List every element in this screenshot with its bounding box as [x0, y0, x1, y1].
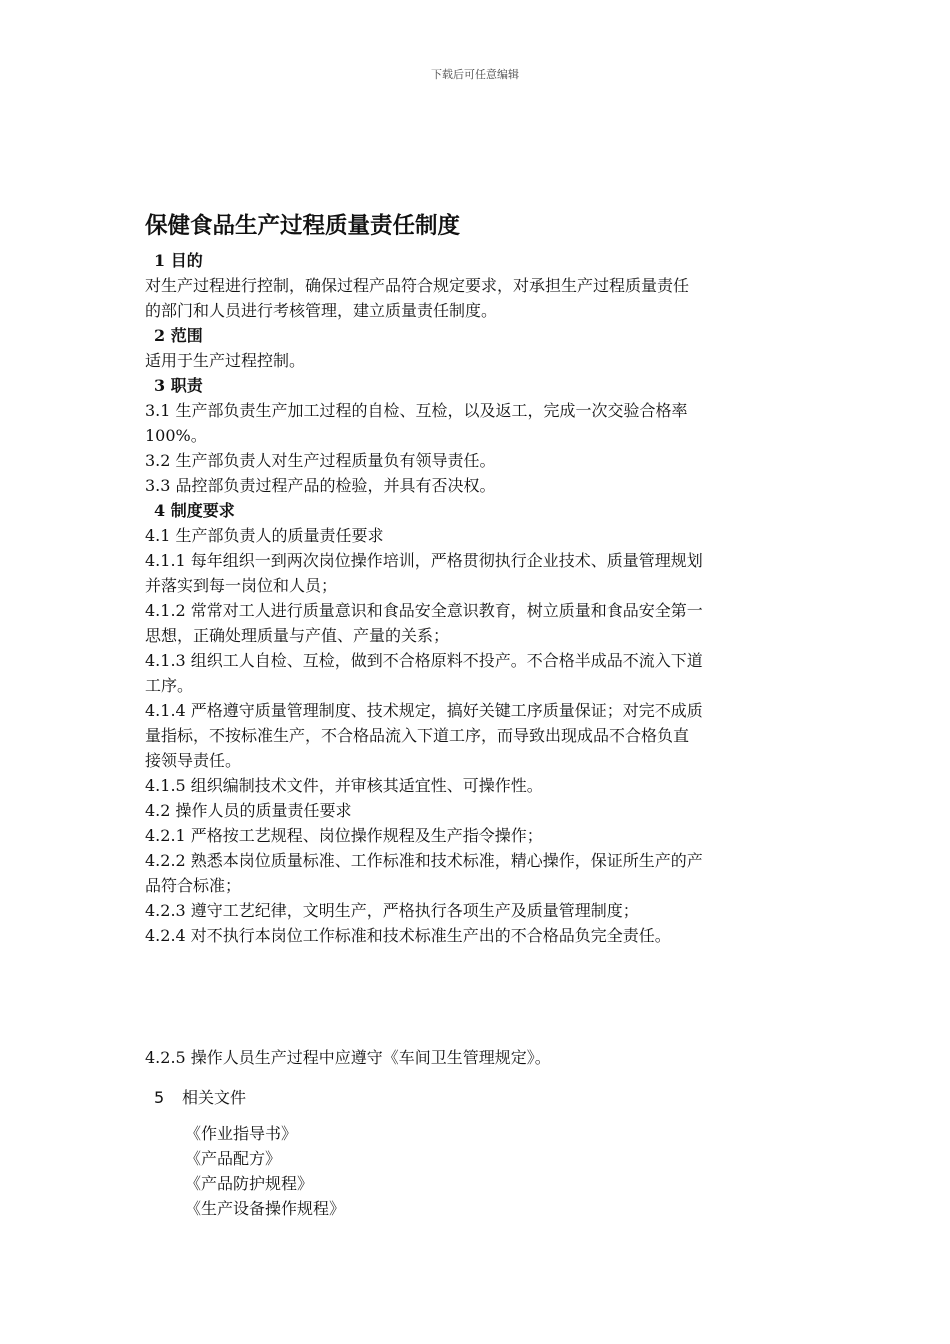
clause-4-2-5: 4.2.5 操作人员生产过程中应遵守《车间卫生管理规定》。	[145, 1048, 551, 1067]
section-5-title: 相关文件	[182, 1088, 247, 1107]
paragraph-line: 思想，正确处理质量与产值、产量的关系；	[145, 626, 450, 645]
section-heading: 2 范围	[154, 326, 203, 345]
related-file-item: 《生产设备操作规程》	[185, 1199, 346, 1218]
related-file-item: 《作业指导书》	[185, 1124, 298, 1143]
related-file-item: 《产品防护规程》	[185, 1174, 314, 1193]
document-title: 保健食品生产过程质量责任制度	[145, 213, 461, 239]
paragraph-line: 4.1 生产部负责人的质量责任要求	[145, 526, 384, 545]
paragraph-line: 3.1 生产部负责生产加工过程的自检、互检，以及返工，完成一次交验合格率	[145, 401, 688, 420]
document-lines	[145, 248, 810, 948]
header-note: 下载后可任意编辑	[431, 68, 519, 81]
related-files-list	[185, 1121, 345, 1221]
paragraph-line: 4.2 操作人员的质量责任要求	[145, 801, 352, 820]
paragraph-line: 的部门和人员进行考核管理，建立质量责任制度。	[145, 301, 498, 320]
clause-4-2-5-block	[145, 1045, 810, 1070]
section-5-number: 5	[154, 1088, 165, 1107]
paragraph-line: 4.2.4 对不执行本岗位工作标准和技术标准生产出的不合格品负完全责任。	[145, 926, 671, 945]
paragraph-line: 适用于生产过程控制。	[145, 351, 306, 370]
paragraph-line: 并落实到每一岗位和人员；	[145, 576, 338, 595]
paragraph-line: 3.2 生产部负责人对生产过程质量负有领导责任。	[145, 451, 496, 470]
paragraph-line: 品符合标准；	[145, 876, 242, 895]
paragraph-line: 对生产过程进行控制，确保过程产品符合规定要求，对承担生产过程质量责任	[145, 276, 690, 295]
paragraph-line: 4.1.2 常常对工人进行质量意识和食品安全意识教育，树立质量和食品安全第一	[145, 601, 703, 620]
paragraph-line: 4.1.3 组织工人自检、互检，做到不合格原料不投产。不合格半成品不流入下道	[145, 651, 703, 670]
paragraph-line: 4.1.1 每年组织一到两次岗位操作培训，严格贯彻执行企业技术、质量管理规划	[145, 551, 703, 570]
section-heading: 3 职责	[154, 376, 203, 395]
section-5-heading	[154, 1085, 246, 1110]
paragraph-line: 量指标，不按标准生产，不合格品流入下道工序，而导致出现成品不合格负直	[145, 726, 690, 745]
related-file-item: 《产品配方》	[185, 1149, 282, 1168]
paragraph-line: 4.1.5 组织编制技术文件，并审核其适宜性、可操作性。	[145, 776, 543, 795]
paragraph-line: 4.2.1 严格按工艺规程、岗位操作规程及生产指令操作；	[145, 826, 543, 845]
paragraph-line: 接领导责任。	[145, 751, 242, 770]
paragraph-line: 工序。	[145, 676, 194, 695]
paragraph-line: 100%。	[145, 426, 207, 445]
section-heading: 1 目的	[154, 251, 203, 270]
paragraph-line: 4.2.2 熟悉本岗位质量标准、工作标准和技术标准，精心操作，保证所生产的产	[145, 851, 703, 870]
paragraph-line: 3.3 品控部负责过程产品的检验，并具有否决权。	[145, 476, 496, 495]
section-heading: 4 制度要求	[154, 501, 235, 520]
paragraph-line: 4.2.3 遵守工艺纪律，文明生产，严格执行各项生产及质量管理制度；	[145, 901, 639, 920]
paragraph-line: 4.1.4 严格遵守质量管理制度、技术规定，搞好关键工序质量保证；对完不成质	[145, 701, 703, 720]
